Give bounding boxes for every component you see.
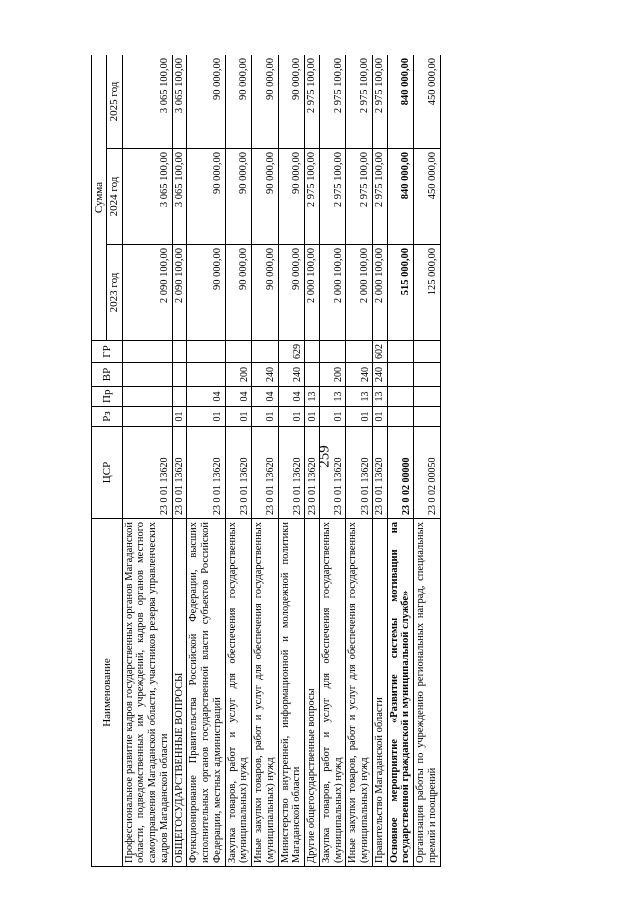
cell-2024: 2 975 100,00 [346,149,373,245]
cell-2025: 840 000,00 [387,55,414,149]
table-row [187,55,225,867]
cell-csr: 23 0 01 13620 [252,427,279,519]
cell-2024: 90 000,00 [225,149,252,245]
table-row [305,55,320,867]
cell-name: Функционирование Правительства Российской Федерации, высших исполнительных органов государственной власти субъектов Российской Федерации, местных администраций [187,519,225,867]
cell-pr [172,387,187,407]
cell-pr [122,387,172,407]
cell-pr: 13 [372,387,387,407]
cell-vr: 240 [372,363,387,387]
cell-2024: 840 000,00 [387,149,414,245]
cell-2025: 2 975 100,00 [319,55,346,149]
cell-2023: 515 000,00 [387,245,414,341]
header-pr: Пр [92,387,123,407]
table-body [122,55,440,867]
table-header [92,55,123,867]
cell-rz: 01 [225,407,252,427]
cell-2025: 3 065 100,00 [122,55,172,149]
header-gr: ГР [92,341,123,363]
cell-2025: 2 975 100,00 [346,55,373,149]
cell-name: Организация работы по учреждению региональных наград, специальных премий и поощрений [414,519,441,867]
table-row [225,55,252,867]
cell-name: Закупка товаров, работ и услуг для обеспечения государственных (муниципальных) нужд [225,519,252,867]
cell-rz: 01 [305,407,320,427]
cell-gr [346,341,373,363]
cell-rz: 01 [372,407,387,427]
cell-name: Профессиональное развитие кадров государственных органов Магаданской области, подведомственных им учреждений, кадров органов местного самоуправления Магаданской области, участников резерва управленческих кадров Магаданской области [122,519,172,867]
cell-rz: 01 [172,407,187,427]
cell-vr: 200 [225,363,252,387]
cell-gr [187,341,225,363]
cell-vr: 240 [278,363,305,387]
table-row [319,55,346,867]
cell-csr: 23 0 01 13620 [187,427,225,519]
cell-2023: 2 000 100,00 [346,245,373,341]
cell-2024: 2 975 100,00 [305,149,320,245]
cell-2024: 3 065 100,00 [122,149,172,245]
table-row [372,55,387,867]
header-2023: 2023 год [107,245,122,341]
cell-csr: 23 0 01 13620 [122,427,172,519]
cell-name: Закупка товаров, работ и услуг для обеспечения государственных (муниципальных) нужд [319,519,346,867]
table-row [346,55,373,867]
cell-rz: 01 [346,407,373,427]
cell-2025: 2 975 100,00 [305,55,320,149]
cell-pr: 04 [252,387,279,407]
cell-vr: 240 [346,363,373,387]
cell-2025: 90 000,00 [278,55,305,149]
table-row [387,55,414,867]
cell-2025: 90 000,00 [252,55,279,149]
cell-2025: 450 000,00 [414,55,441,149]
cell-gr [225,341,252,363]
cell-vr [122,363,172,387]
cell-csr: 23 0 01 13620 [225,427,252,519]
cell-2023: 90 000,00 [225,245,252,341]
cell-pr [414,387,441,407]
cell-csr: 23 0 01 13620 [172,427,187,519]
header-csr: ЦСР [92,427,123,519]
rotated-table-container [91,55,561,867]
cell-gr [252,341,279,363]
cell-vr [305,363,320,387]
header-rz: Рз [92,407,123,427]
cell-pr: 04 [225,387,252,407]
cell-gr [319,341,346,363]
cell-gr [387,341,414,363]
cell-name: Другие общегосударственные вопросы [305,519,320,867]
cell-2023: 125 000,00 [414,245,441,341]
table-row [172,55,187,867]
cell-name: ОБЩЕГОСУДАРСТВЕННЫЕ ВОПРОСЫ [172,519,187,867]
cell-gr [172,341,187,363]
cell-csr: 23 0 01 13620 [319,427,346,519]
cell-pr: 13 [346,387,373,407]
cell-csr: 23 0 02 00050 [414,427,441,519]
cell-2023: 90 000,00 [187,245,225,341]
cell-pr: 13 [305,387,320,407]
cell-2023: 2 090 100,00 [122,245,172,341]
cell-name: Правительство Магаданской области [372,519,387,867]
cell-vr [187,363,225,387]
cell-vr [172,363,187,387]
table-row [252,55,279,867]
cell-2024: 2 975 100,00 [319,149,346,245]
cell-2025: 90 000,00 [225,55,252,149]
cell-rz: 01 [319,407,346,427]
cell-csr: 23 0 01 13620 [372,427,387,519]
cell-gr: 602 [372,341,387,363]
cell-2025: 90 000,00 [187,55,225,149]
cell-2023: 2 000 100,00 [305,245,320,341]
cell-name: Иные закупки товаров, работ и услуг для обеспечения государственных (муниципальных) нужд [252,519,279,867]
cell-vr [414,363,441,387]
cell-csr: 23 0 02 00000 [387,427,414,519]
page-number: 259 [316,445,333,468]
cell-rz: 01 [252,407,279,427]
cell-gr [414,341,441,363]
cell-name: Основное мероприятие «Развитие системы мотивации на государственной гражданской и муниципальной службе» [387,519,414,867]
header-name: Наименование [92,519,123,867]
cell-csr: 23 0 01 13620 [305,427,320,519]
header-sum: Сумма [92,55,107,341]
cell-vr [387,363,414,387]
table-row [414,55,441,867]
cell-2023: 2 000 100,00 [372,245,387,341]
header-2024: 2024 год [107,149,122,245]
cell-pr: 04 [187,387,225,407]
cell-pr [387,387,414,407]
cell-pr: 04 [278,387,305,407]
cell-2025: 2 975 100,00 [372,55,387,149]
cell-rz: 01 [278,407,305,427]
budget-table [91,55,441,867]
cell-2023: 90 000,00 [278,245,305,341]
cell-2024: 90 000,00 [252,149,279,245]
cell-2024: 2 975 100,00 [372,149,387,245]
table-row [122,55,172,867]
cell-2024: 90 000,00 [187,149,225,245]
cell-rz [414,407,441,427]
cell-name: Иные закупки товаров, работ и услуг для обеспечения государственных (муниципальных) нужд [346,519,373,867]
cell-2025: 3 065 100,00 [172,55,187,149]
cell-csr: 23 0 01 13620 [346,427,373,519]
cell-pr: 13 [319,387,346,407]
cell-2024: 90 000,00 [278,149,305,245]
cell-2023: 2 000 100,00 [319,245,346,341]
cell-rz: 01 [187,407,225,427]
header-2025: 2025 год [107,55,122,149]
cell-csr: 23 0 01 13620 [278,427,305,519]
cell-rz [387,407,414,427]
cell-2023: 2 090 100,00 [172,245,187,341]
cell-gr [122,341,172,363]
cell-2024: 3 065 100,00 [172,149,187,245]
cell-2023: 90 000,00 [252,245,279,341]
cell-rz [122,407,172,427]
table-row [278,55,305,867]
cell-gr: 629 [278,341,305,363]
table-viewport [91,55,561,867]
header-vr: ВР [92,363,123,387]
cell-2024: 450 000,00 [414,149,441,245]
cell-name: Министерство внутренней, информационной и молодежной политики Магаданской области [278,519,305,867]
cell-vr: 200 [319,363,346,387]
cell-gr [305,341,320,363]
cell-vr: 240 [252,363,279,387]
